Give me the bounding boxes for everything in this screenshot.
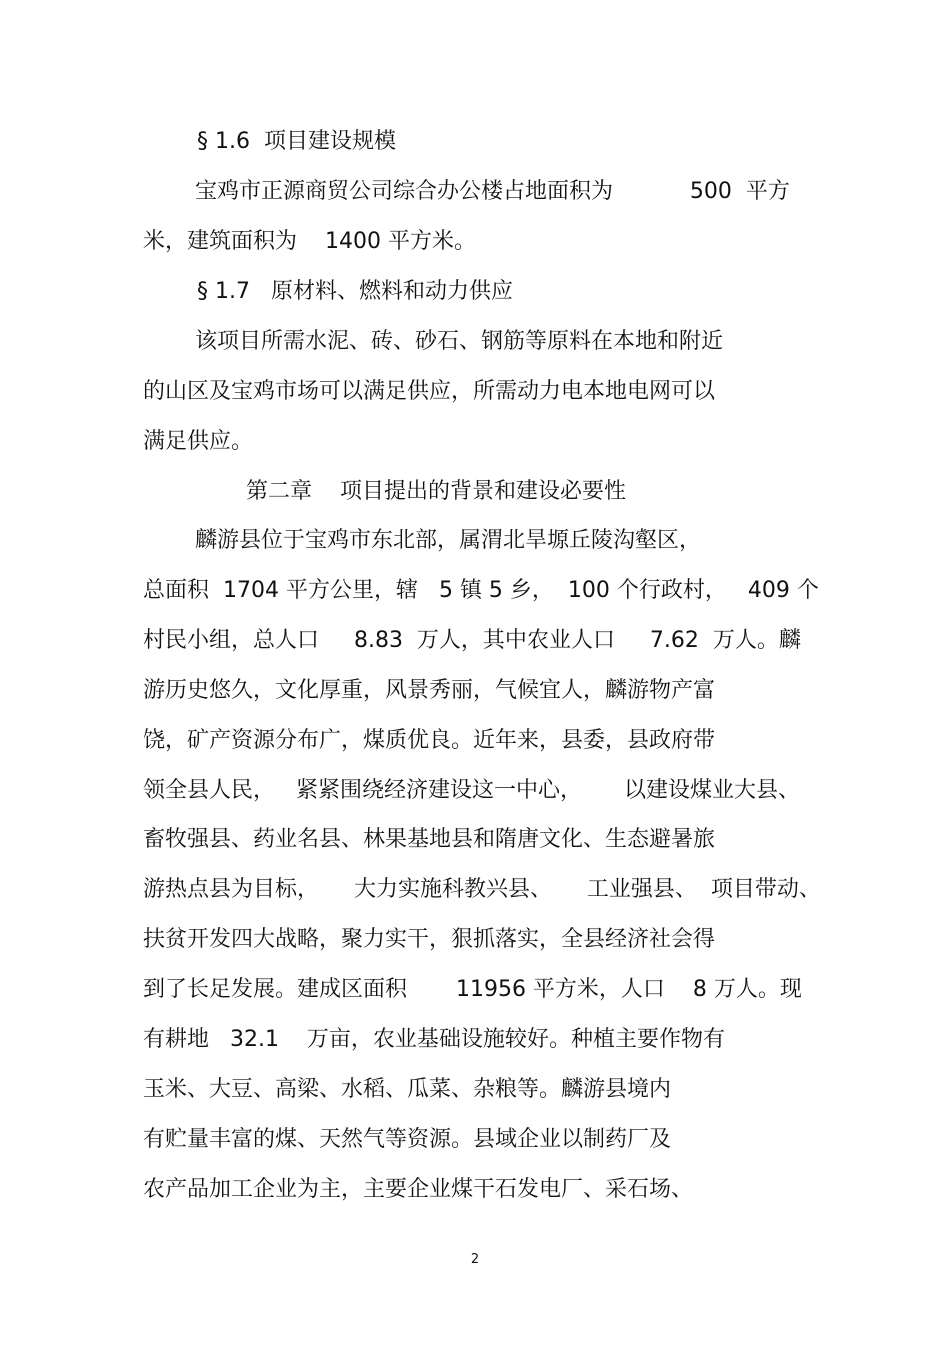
- paragraph-line: 游热点县为目标， 大力实施科教兴县、 工业强县、 项目带动、: [143, 877, 821, 902]
- paragraph-line: 米，建筑面积为 1400 平方米。: [143, 229, 476, 254]
- paragraph-line: 领全县人民， 紧紧围绕经济建设这一中心， 以建设煤业大县、: [143, 778, 800, 803]
- paragraph-line: 有耕地 32.1 万亩，农业基础设施较好。种植主要作物有: [143, 1027, 725, 1052]
- paragraph-line: 畜牧强县、药业名县、林果基地县和隋唐文化、生态避暑旅: [143, 827, 716, 852]
- paragraph-line: 农产品加工企业为主，主要企业煤干石发电厂、采石场、: [143, 1177, 694, 1202]
- paragraph-line: 有贮量丰富的煤、天然气等资源。县域企业以制药厂及: [143, 1127, 672, 1152]
- paragraph-line: 村民小组，总人口 8.83 万人，其中农业人口 7.62 万人。麟: [143, 628, 801, 653]
- paragraph-line: 游历史悠久，文化厚重，风景秀丽，气候宜人，麟游物产富: [143, 678, 716, 703]
- paragraph-line: 总面积 1704 平方公里，辖 5 镇 5 乡， 100 个行政村， 409 个: [143, 578, 819, 603]
- section-heading-1-7: § 1.7 原材料、燃料和动力供应: [197, 279, 513, 304]
- page-number: 2: [470, 1252, 480, 1267]
- paragraph-line: 到了长足发展。建成区面积 11956 平方米，人口 8 万人。现: [143, 977, 802, 1002]
- section-heading-1-6: § 1.6 项目建设规模: [197, 129, 396, 154]
- paragraph-line: 玉米、大豆、高梁、水稻、瓜菜、杂粮等。麟游县境内: [143, 1077, 672, 1102]
- chapter-title: 第二章 项目提出的背景和建设必要性: [246, 479, 626, 504]
- paragraph-line: 扶贫开发四大战略，聚力实干，狠抓落实，全县经济社会得: [143, 927, 716, 952]
- paragraph-line: 饶，矿产资源分布广，煤质优良。近年来，县委，县政府带: [143, 728, 716, 753]
- paragraph-line: 麟游县位于宝鸡市东北部，属渭北旱塬丘陵沟壑区，: [195, 528, 702, 553]
- paragraph-line: 宝鸡市正源商贸公司综合办公楼占地面积为 500 平方: [195, 179, 790, 204]
- paragraph-line: 该项目所需水泥、砖、砂石、钢筋等原料在本地和附近: [195, 329, 724, 354]
- paragraph-line: 满足供应。: [143, 429, 254, 454]
- paragraph-line: 的山区及宝鸡市场可以满足供应，所需动力电本地电网可以: [143, 379, 716, 404]
